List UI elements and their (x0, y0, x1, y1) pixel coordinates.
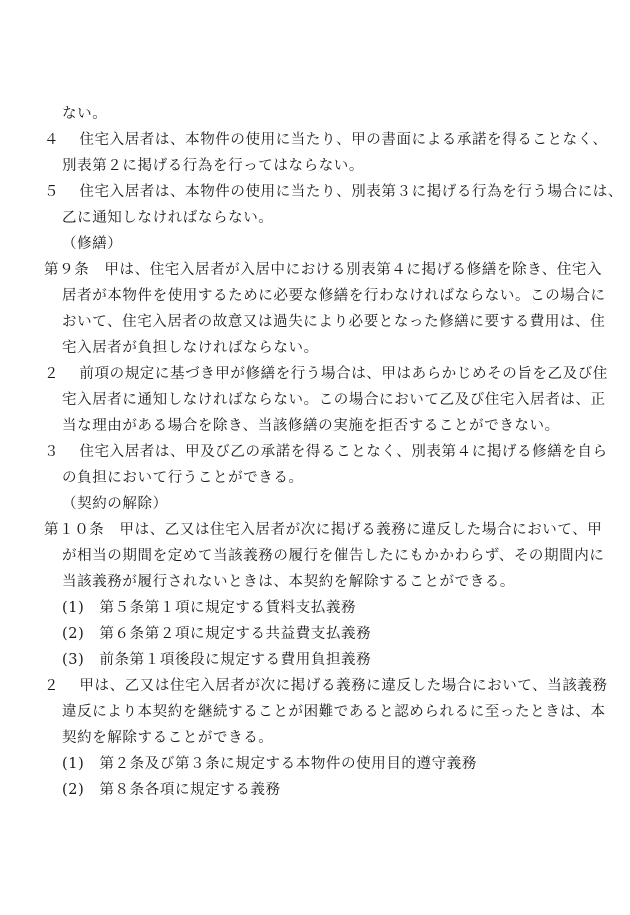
list-item: (1) 第５条第１項に規定する賃料支払義務 (62, 600, 357, 616)
text-line: ２ 前項の規定に基づき甲が修繕を行う場合は、甲はあらかじめその旨を乙及び住 (44, 366, 608, 382)
text-line: 違反により本契約を継続することが困難であると認められるに至ったときは、本 (62, 704, 606, 720)
text-line: 乙に通知しなければならない。 (62, 210, 274, 226)
text-line: 居者が本物件を使用するために必要な修繕を行わなければならない。この場合に (62, 288, 606, 304)
text-line: ３ 住宅入居者は、甲及び乙の承諾を得ることなく、別表第４に掲げる修繕を自ら (44, 444, 608, 460)
text-line: ない。 (62, 106, 108, 122)
section-heading: （修繕） (62, 236, 123, 252)
text-line: 第９条 甲は、住宅入居者が入居中における別表第４に掲げる修繕を除き、住宅入 (44, 262, 603, 278)
list-item: (3) 前条第１項後段に規定する費用負担義務 (62, 652, 372, 668)
text-line: ２ 甲は、乙又は住宅入居者が次に掲げる義務に違反した場合において、当該義務 (44, 678, 608, 694)
text-line: 契約を解除することができる。 (62, 730, 274, 746)
text-line: が相当の期間を定めて当該義務の履行を催告したにもかかわらず、その期間内に (62, 548, 605, 564)
text-line: ４ 住宅入居者は、本物件の使用に当たり、甲の書面による承諾を得ることなく、 (44, 132, 608, 148)
text-line: 宅入居者が負担しなければならない。 (62, 340, 319, 356)
text-line: の負担において行うことができる。 (62, 470, 304, 486)
text-line: ５ 住宅入居者は、本物件の使用に当たり、別表第３に掲げる行為を行う場合には、 (44, 184, 624, 200)
section-heading: （契約の解除） (62, 496, 168, 512)
text-line: おいて、住宅入居者の故意又は過失により必要となった修繕に要する費用は、住 (62, 314, 606, 330)
text-line: 第１０条 甲は、乙又は住宅入居者が次に掲げる義務に違反した場合において、甲 (44, 522, 603, 538)
list-item: (2) 第８条各項に規定する義務 (62, 782, 281, 798)
list-item: (1) 第２条及び第３条に規定する本物件の使用目的遵守義務 (62, 756, 477, 772)
text-line: 当な理由がある場合を除き、当該修繕の実施を拒否することができない。 (62, 418, 560, 434)
text-line: 別表第２に掲げる行為を行ってはならない。 (62, 158, 364, 174)
text-line: 宅入居者に通知しなければならない。この場合において乙及び住宅入居者は、正 (62, 392, 606, 408)
list-item: (2) 第６条第２項に規定する共益費支払義務 (62, 626, 372, 642)
text-line: 当該義務が履行されないときは、本契約を解除することができる。 (62, 574, 515, 590)
